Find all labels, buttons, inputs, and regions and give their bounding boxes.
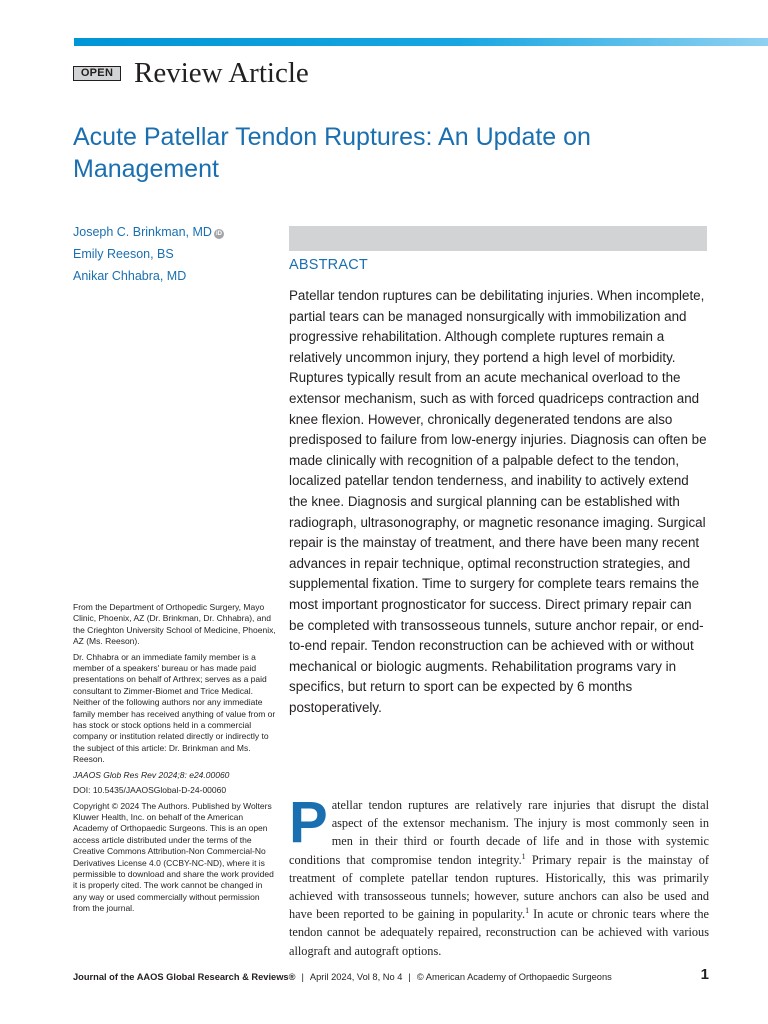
- journal-citation: JAAOS Glob Res Rev 2024;8: e24.00060: [73, 769, 230, 780]
- page-footer: [73, 966, 709, 985]
- body-paragraph: [289, 790, 710, 960]
- body-text-segment: In acute or chronic tears where the tendon cannot be adequately repaired, reconstruction can be achieved with various allograft and autograft options.: [289, 907, 710, 958]
- footer-journal-name: Journal of the AAOS Global Research & Reviews®: [73, 972, 296, 982]
- footer-separator: |: [301, 972, 304, 982]
- author-name[interactable]: Anikar Chhabra, MD: [73, 269, 187, 283]
- article-info-sidebar: [73, 602, 278, 919]
- drop-cap: P: [289, 790, 328, 855]
- author-name-text[interactable]: Joseph C. Brinkman, MD: [73, 225, 212, 239]
- disclosure-note: Dr. Chhabra or an immediate family member is a member of a speakers' bureau or has made paid presentations on behalf of Arthrex; serves as a paid consultant to Zimmer-Biomet and Trice Medical. Neither of the following authors nor any immediate family member has received anything of value from or has stock or stock options held in a commercial company or institution related directly or indirectly to the subject of this article: Dr. Brinkman and Ms. Reeson.: [73, 651, 276, 765]
- header-accent-bar: [74, 38, 768, 46]
- affiliation-note: From the Department of Orthopedic Surgery, Mayo Clinic, Phoenix, AZ (Dr. Brinkman, Dr. Chhabra), and the Crieghton University School of Medicine, Phoenix, AZ (Ms. Reeson).: [73, 602, 276, 647]
- page-number: 1: [700, 966, 709, 983]
- author-name[interactable]: [73, 221, 273, 243]
- footer-separator: |: [408, 972, 411, 982]
- footer-issue: April 2024, Vol 8, No 4: [309, 972, 403, 982]
- article-title: Acute Patellar Tendon Ruptures: An Update on Management: [73, 123, 591, 183]
- copyright-note: Copyright © 2024 The Authors. Published by Wolters Kluwer Health, Inc. on behalf of the American Academy of Orthopaedic Surgeons. This is an open access article distributed under the terms of the Creative Commons Attribution-Non Commercial-No Derivatives License 4.0 (CCBY-NC-ND), where it is permissible to download and share the work provided it is properly cited. The work cannot be changed in any way or used commercially without permission from the journal.: [73, 800, 274, 914]
- reference-citation[interactable]: 1: [521, 851, 526, 861]
- body-text-segment: Primary repair is the mainstay of treatment of complete patellar tendon ruptures. Historically, this was primarily achieved with transosseous tunnels; however, suture anchors can also be used and have been reported to be gaining in popularity.: [289, 852, 709, 922]
- open-access-badge: OPEN: [73, 66, 121, 81]
- orcid-icon[interactable]: iD: [215, 231, 222, 237]
- doi-link[interactable]: DOI: 10.5435/JAAOSGlobal-D-24-00060: [73, 785, 227, 796]
- body-text-segment: atellar tendon ruptures are relatively rare injuries that disrupt the distal aspect of the extensor mechanism. The injury is most commonly seen in men in their third or fourth decade of life and in those with systemic conditions that compromise tendon integrity.: [289, 798, 709, 867]
- author-name[interactable]: Emily Reeson, BS: [73, 247, 174, 261]
- author-list: [73, 221, 273, 287]
- article-type-label: Review Article: [134, 57, 309, 89]
- abstract-header-bar: [289, 226, 707, 251]
- reference-citation[interactable]: 1: [525, 906, 530, 916]
- abstract-text: Patellar tendon ruptures can be debilitating injuries. When incomplete, partial tears can be managed nonsurgically with immobilization and progressive rehabilitation. Although complete ruptures remain a relatively uncommon injury, they portend a high level of morbidity. Ruptures typically result from an acute mechanical overload to the extensor mechanism, such as with forced quadriceps contraction and knee flexion. However, chronically degenerated tendons are also predisposed to failure from low-energy injuries. Diagnosis can often be made clinically with recognition of a palpable defect to the tendon, localized patellar tendon tenderness, and inability to actively extend the knee. Diagnosis and surgical planning can be established with radiograph, ultrasonography, or magnetic resonance imaging. Surgical repair is the mainstay of treatment, and there have been many recent advances in repair technique, optimal reconstruction strategies, and supplemental fixation. Time to surgery for complete tears remains the most important prognosticator for success. Direct primary repair can be completed with transosseous tunnels, suture anchor repair, or end-to-end repair. Tendon reconstruction can be achieved with or without mechanical or biologic augments. Rehabilitation programs vary in specifics, but return to sport can be expected by 6 months postoperatively.: [289, 288, 707, 715]
- abstract-heading: ABSTRACT: [289, 257, 368, 273]
- footer-copyright: © American Academy of Orthopaedic Surgeons: [416, 972, 612, 982]
